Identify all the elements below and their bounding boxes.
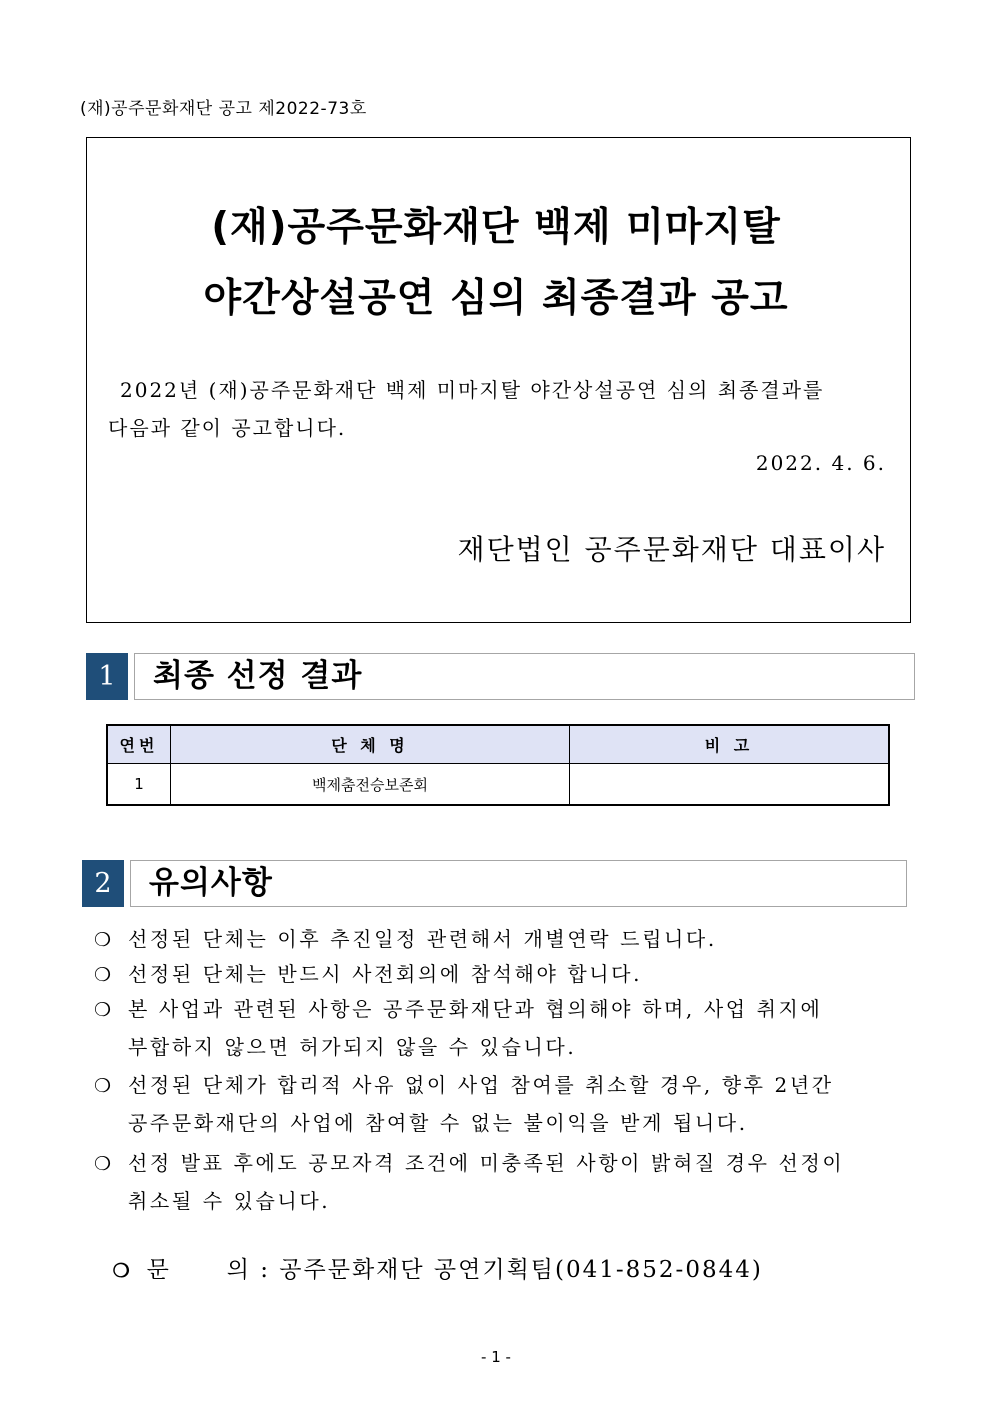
circle-bullet-icon: ❍: [112, 1260, 132, 1282]
cell-remark: [570, 764, 890, 806]
note-item: [94, 993, 822, 1022]
column-header-name: 단 체 명: [171, 725, 570, 764]
section-title-bar: [130, 860, 907, 907]
table-header-row: [107, 725, 889, 764]
circle-bullet-icon: ❍: [94, 1075, 114, 1097]
notice-body-line1: 2022년 (재)공주문화재단 백제 미마지탈 야간상설공연 심의 최종결과를: [120, 378, 825, 402]
document-number: (재)공주문화재단 공고 제2022-73호: [80, 99, 367, 119]
section-number: 2: [82, 860, 124, 907]
section-title-bar: [134, 653, 915, 700]
note-item: [94, 1069, 834, 1098]
note-text-continued: 취소될 수 있습니다.: [128, 1189, 331, 1213]
notice-title-line1: (재)공주문화재단 백제 미마지탈: [211, 205, 781, 250]
column-header-remark: 비 고: [570, 725, 890, 764]
cell-no: 1: [107, 764, 171, 806]
note-text-continued: 부합하지 않으면 허가되지 않을 수 있습니다.: [128, 1035, 577, 1059]
notice-title-line2: 야간상설공연 심의 최종결과 공고: [203, 276, 789, 321]
note-text: 선정된 단체는 이후 추진일정 관련해서 개별연락 드립니다.: [128, 927, 717, 951]
notice-body-line2: 다음과 같이 공고합니다.: [108, 416, 347, 440]
table-row: [107, 764, 889, 806]
note-item: [94, 1147, 844, 1176]
note-text: 본 사업과 관련된 사항은 공주문화재단과 협의해야 하며, 사업 취지에: [128, 997, 823, 1021]
notice-date: 2022. 4. 6.: [755, 451, 886, 475]
section-number: 1: [86, 653, 128, 700]
note-text: 선정된 단체가 합리적 사유 없이 사업 참여를 취소할 경우, 향후 2년간: [128, 1073, 834, 1097]
notice-signer: 재단법인 공주문화재단 대표이사: [457, 533, 886, 566]
contact-text: 문 의 : 공주문화재단 공연기획팀(041-852-0844): [146, 1257, 763, 1283]
section-1-header: [86, 653, 915, 700]
note-item: [94, 923, 717, 952]
section-title: 유의사항: [149, 865, 273, 901]
cell-name: 백제춤전승보존회: [171, 764, 570, 806]
contact-info: [94, 1225, 763, 1284]
circle-bullet-icon: ❍: [94, 999, 114, 1021]
circle-bullet-icon: ❍: [94, 929, 114, 951]
circle-bullet-icon: ❍: [94, 964, 114, 986]
result-table: [106, 724, 890, 806]
note-item: [94, 958, 642, 987]
note-text: 선정 발표 후에도 공모자격 조건에 미충족된 사항이 밝혀질 경우 선정이: [128, 1151, 845, 1175]
section-title: 최종 선정 결과: [153, 658, 363, 694]
note-text: 선정된 단체는 반드시 사전회의에 참석해야 합니다.: [128, 962, 643, 986]
section-2-header: [82, 860, 911, 907]
circle-bullet-icon: ❍: [94, 1153, 114, 1175]
page-number: - 1 -: [481, 1348, 511, 1366]
note-text-continued: 공주문화재단의 사업에 참여할 수 없는 불이익을 받게 됩니다.: [128, 1111, 748, 1135]
column-header-no: 연번: [107, 725, 171, 764]
